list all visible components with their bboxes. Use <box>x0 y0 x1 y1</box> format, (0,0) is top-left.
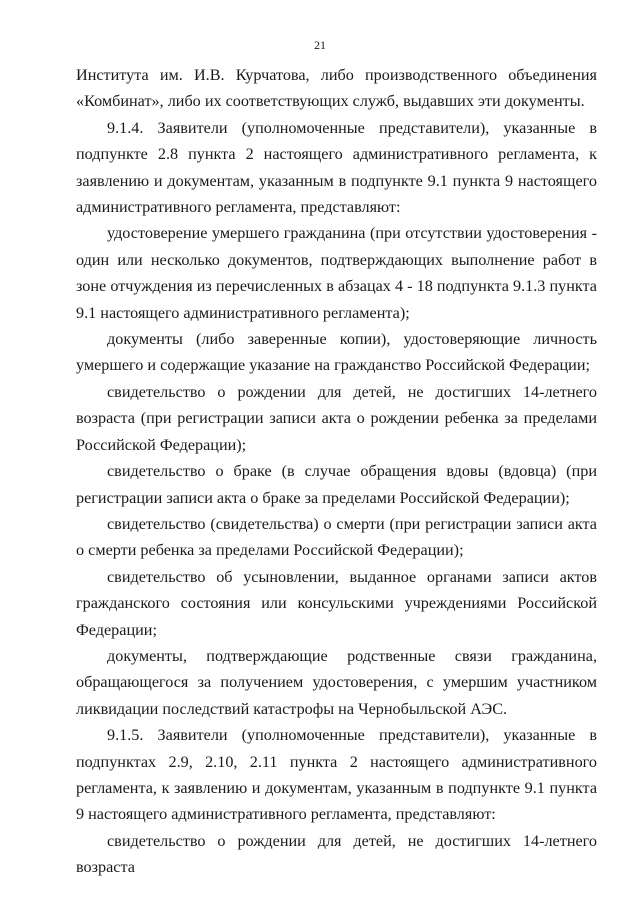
paragraph: удостоверение умершего гражданина (при отсутствии удостоверения - один или несколько документов, подтверждающих выполнение работ в зоне отчуждения из перечисленных в абзацах 4 - 18 подпункта 9.1.3 пункта 9.1 настоящего административного регламента); <box>76 224 597 322</box>
paragraph: свидетельство (свидетельства) о смерти (при регистрации записи акта о смерти ребенка за пределами Российской Федерации); <box>76 514 597 560</box>
paragraph: 9.1.4. Заявители (уполномоченные представители), указанные в подпункте 2.8 пункта 2 настоящего административного регламента, к заявлению и документам, указанным в подпункте 9.1 пункта 9 настоящего административного регламента, представляют: <box>76 118 597 217</box>
paragraph: документы (либо заверенные копии), удостоверяющие личность умершего и содержащие указание на гражданство Российской Федерации; <box>76 330 597 375</box>
paragraph: документы, подтверждающие родственные связи гражданина, обращающегося за получением удостоверения, с умершим участником ликвидации последствий катастрофы на Чернобыльской АЭС. <box>76 646 597 718</box>
paragraph: свидетельство о рождении для детей, не достигших 14-летнего возраста (при регистрации записи акта о рождении ребенка за пределами Российской Федерации); <box>76 382 597 454</box>
document-body <box>76 62 597 881</box>
paragraph-continued: свидетельство о рождении для детей, не достигших 14-летнего возраста <box>76 831 597 877</box>
paragraph: 9.1.5. Заявители (уполномоченные представители), указанные в подпунктах 2.9, 2.10, 2.11 пункта 2 настоящего административного регламента, к заявлению и документам, указанным в подпункте 9.1 пункта 9 настоящего административного регламента, представляют: <box>76 726 597 824</box>
paragraph: свидетельство о браке (в случае обращения вдовы (вдовца) (при регистрации записи акта о браке за пределами Российской Федерации); <box>76 462 597 507</box>
page-number: 21 <box>314 38 326 52</box>
paragraph: Института им. И.В. Курчатова, либо производственного объединения «Комбинат», либо их соответствующих служб, выдавших эти документы. <box>76 66 597 111</box>
paragraph: свидетельство об усыновлении, выданное органами записи актов гражданского состояния или консульскими учреждениями Российской Федерации; <box>76 567 597 639</box>
